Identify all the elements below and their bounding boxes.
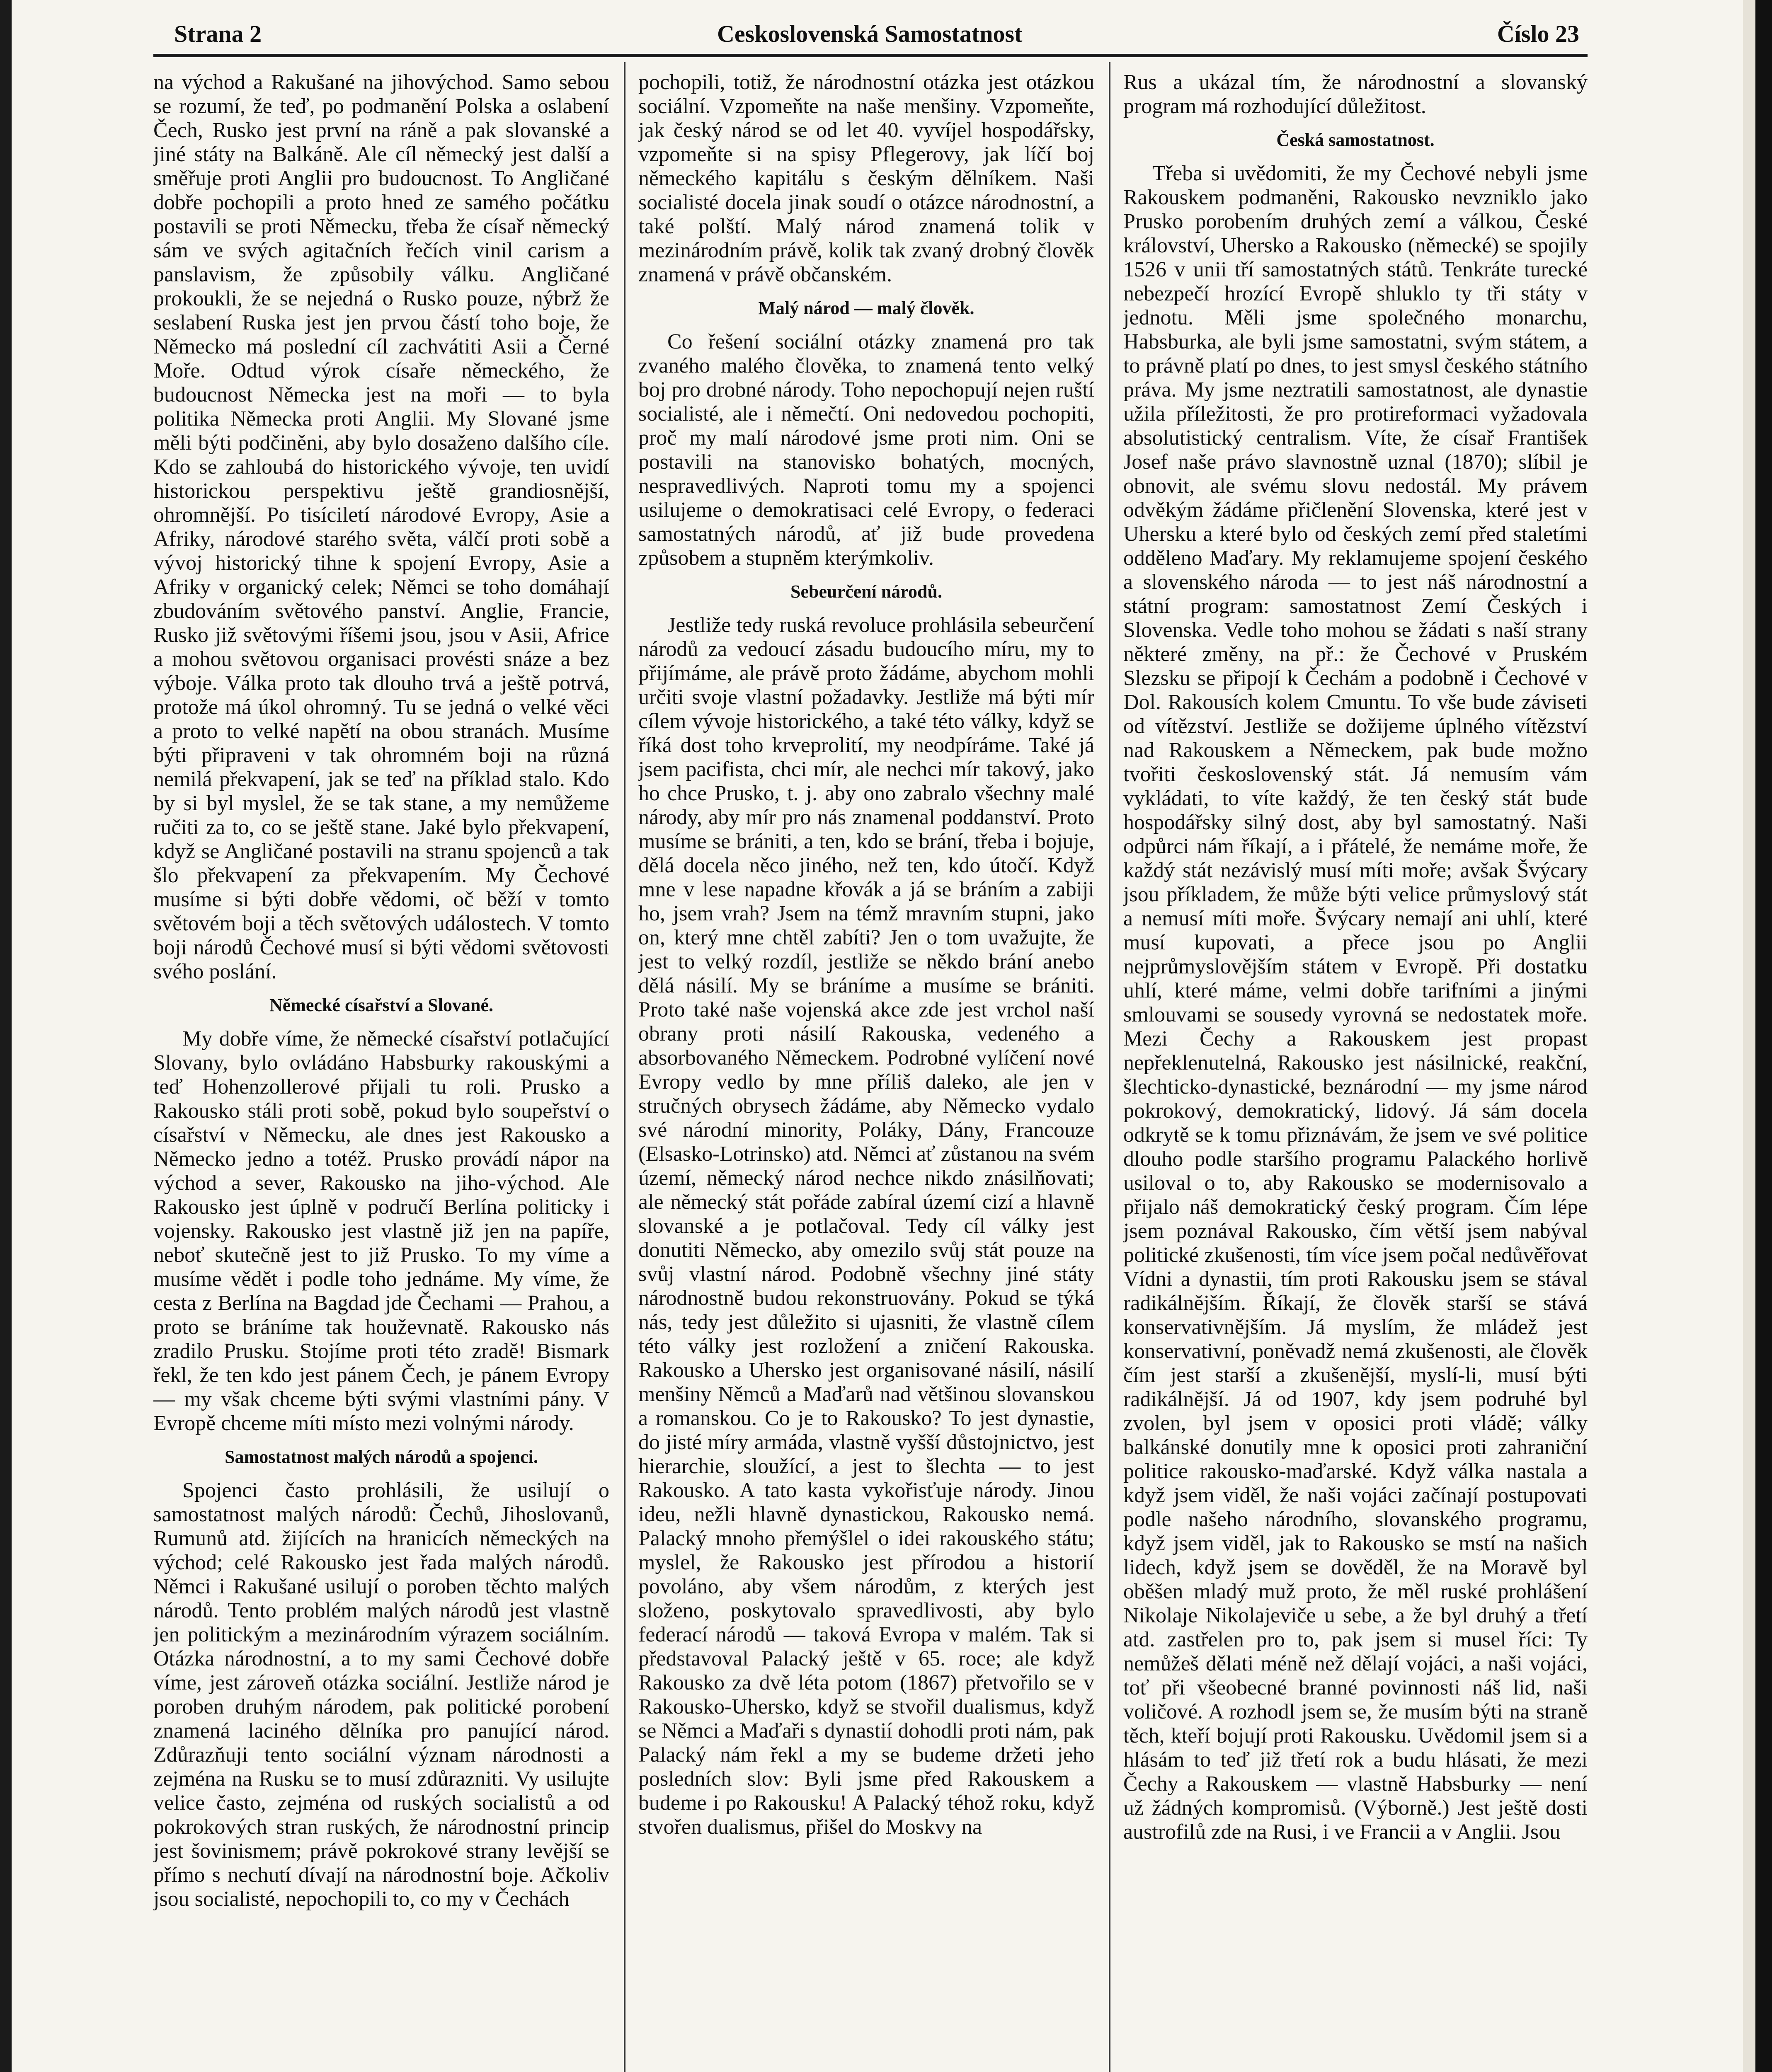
paragraph: Co řešení sociální otázky znamená pro tak zvaného malého člověka, to znamená tento velký boj pro drobné národy. Toho nepochopují nejen ruští socialisté, ale i němečtí. Oni nedovedou pochopiti, proč my malí národové jsme proti nim. Oni se postavili na stanovisko bohatých, mocných, nespravedlivých. Naproti tomu my a spojenci usilujeme o demokratisaci celé Evropy, o federaci samostatných národů, ať již bude provedena způsobem a stupněm kterýmkoliv.: [638, 330, 1094, 570]
section-heading: Sebeurčení národů.: [790, 581, 942, 602]
issue-number: Číslo 23: [1497, 20, 1579, 47]
paragraph: My dobře víme, že německé císařství potlačující Slovany, bylo ovládáno Habsburky rakouskými a teď Hohenzollerové přijali tu roli. Prusko a Rakousko stáli proti sobě, pokud bylo soupeřství o císařství v Německu, ale dnes jest Rakousko a Německo jedno a totéž. Prusko provádí nápor na východ a sever, Rakousko na jiho-východ. Ale Rakousko jest úplně v područí Berlína politicky i vojensky. Rakousko jest vlastně již jen na papíře, neboť skutečně jest to již Prusko. To my víme a musíme vědět i podle toho jednáme. My víme, že cesta z Berlína na Bagdad jde Čechami — Prahou, a proto se bráníme tak houževnatě. Rakousko nás zradilo Prusku. Stojíme proti této zradě! Bismark řekl, že ten kdo jest pánem Čech, je pánem Evropy — my však chceme býti svými vlastními pány. V Evropě chceme míti místo mezi volnými národy.: [153, 1027, 609, 1435]
section-heading: Malý národ — malý člověk.: [758, 298, 974, 318]
paragraph: Spojenci často prohlásili, že usilují o samostatnost malých národů: Čechů, Jihoslovanů, Rumunů atd. žijících na hranicích německých na východ; celé Rakousko jest řada malých národů. Němci i Rakušané usilují o poroben těchto malých národů. Tento problém malých národů jest vlastně jen politickým a mezinárodním výrazem sociálním. Otázka národnostní, a to my sami Čechové dobře víme, jest zároveň otázka sociální. Jestliže národ je poroben druhým národem, pak politické porobení znamená laciného dělníka pro panující národ. Zdůrazňuji tento sociální význam národnosti a zejména na Rusku se to musí zdůrazniti. Vy usilujte velice často, zejména od ruských socialistů a od pokrokových stran ruských, že národnostní princip jest šovinismem; právě pokrokové strany levější se přímo s nechutí dívají na národnostní boje. Ačkoliv jsou socialisté, nepochopili to, co my v Čechách: [153, 1479, 609, 1911]
column-1: [153, 70, 609, 2072]
paragraph: Rus a ukázal tím, že národnostní a slovanský program má rozhodující důležitost.: [1123, 70, 1588, 118]
scan-right-margin: [1743, 0, 1755, 2072]
column-2: [638, 70, 1094, 2072]
section-heading: Německé císařství a Slované.: [269, 995, 494, 1015]
page-number: Strana 2: [174, 20, 262, 47]
paragraph: na východ a Rakušané na jihovýchod. Samo sebou se rozumí, že teď, po podmanění Polska a oslabení Čech, Rusko jest první na ráně a pak slovanské a jiné státy na Balkáně. Ale cíl německý jest další a směřuje proti Anglii pro budoucnost. To Angličané dobře pochopili a proto hned ze samého počátku postavili se proti Německu, třeba že císař německý sám ve svých agitačních řečích vinil carism a panslavism, že způsobily válku. Angličané prokoukli, že se nejedná o Rusko pouze, nýbrž že seslabení Ruska jest jen prvou částí toho boje, že Německo má poslední cíl zachvátiti Asii a Černé Moře. Odtud výrok císaře německého, že budoucnost Německa jest na moři — to byla politika Německa proti Anglii. My Slované jsme měli býti podčiněni, aby bylo dosaženo dalšího cíle. Kdo se zahloubá do historického vývoje, ten uvidí historickou perspektivu ještě grandiosnější, ohromnější. Po tisíciletí národové Evropy, Asie a Afriky, národové starého světa, válčí proti sobě a vývoj historický tihne k spojení Evropy, Asie a Afriky v organický celek; Němci se toho domáhají zbudováním světového panství. Anglie, Francie, Rusko již světovými říšemi jsou, jsou v Asii, Africe a mohou světovou organisaci provésti snáze a bez výboje. Válka proto tak dlouho trvá a ještě potrvá, protože má úkol ohromný. Tu se jedná o velké věci a proto to velké napětí na obou stranách. Musíme býti připraveni v tak ohromném boji na různá nemilá překvapení, jak se teď na příklad stalo. Kdo by si byl myslel, že se tak stane, a my nemůžeme ručiti za to, co se ještě stane. Jaké bylo překvapení, když se Angličané postavili na stranu spojenců a tak šlo překvapení za překvapením. My Čechové musíme si býti dobře vědomi, oč běží v tomto světovém boji a těch světových událostech. V tomto boji národů Čechové musí si býti vědomi světovosti svého poslání.: [153, 70, 609, 983]
paragraph: Třeba si uvědomiti, že my Čechové nebyli jsme Rakouskem podmaněni, Rakousko nevzniklo jako Prusko porobením druhých zemí a válkou, České království, Uhersko a Rakousko (německé) se spojily 1526 v unii tří samostatných států. Tenkráte turecké nebezpečí hrozící Evropě shluklo ty tři státy v jednotu. Měli jsme společného monarchu, Habsburka, ale byli jsme samostatni, svým státem, a to právně platí po dnes, to jest smysl českého státního práva. My jsme neztratili samostatnost, ale dynastie užila příležitosti, že pro protireformaci vyžadovala absolutistický centralism. Víte, že císař František Josef naše právo slavnostně uznal (1870); slíbil je obnovit, ale svému slovu nedostál. My právem odvěkým žádáme přičlenění Slovenska, které jest v Uhersku a které bylo od českých zemí před staletími odděleno Maďary. My reklamujeme spojení českého a slovenského národa — to jest náš národnostní a státní program: samostatnost Zemí Českých i Slovenska. Vedle toho mohou se žádati s naší strany některé změny, na př.: že Čechové v Pruském Slezsku se připojí k Čechám a podobně i Čechové v Dol. Rakousích kolem Cmuntu. To vše bude záviseti od vítězství. Jestliže se dožijeme úplného vítězství nad Rakouskem a Německem, pak bude možno tvořiti československý stát. Já nemusím vám vykládati, to víte každý, že ten český stát bude hospodářsky silný dost, aby byl samostatný. Naši odpůrci nám říkají, a i přátelé, že nemáme moře, že každý stát nezávislý musí míti moře; avšak Švýcary jsou příkladem, že může býti velice průmyslový stát a nemusí míti moře. Švýcary nemají ani uhlí, které musí kupovati, a přece jsou po Anglii nejprůmyslovějším státem v Evropě. Při dostatku uhlí, které máme, velmi dobře tarifními a jinými smlouvami se sousedy vyrovná se nedostatek moře. Mezi Čechy a Rakouskem jest propast nepřeklenutelná, Rakousko jest násilnické, reakční, šlechticko-dynastické, beznárodní — my jsme národ pokrokový, demokratický, lidový. Já sám docela odkrytě se k tomu přiznávám, že jsem ve své politice dlouho podle staršího programu Palackého horlivě usiloval o to, aby Rakousko se modernisovalo a přijalo náš demokratický český program. Čím lépe jsem poznával Rakousko, čím větší jsem nabýval politické zkušenosti, tím více jsem počal nedůvěřovat Vídni a dynastii, tím proti Rakousku jsem se stával radikálnějším. Říkají, že člověk starší se stává konservativnějším. Já myslím, že mládež jest konservativní, poněvadž nemá zkušenosti, ale člověk čím jest starší a zkušenější, myslí-li, musí býti radikálnější. Já od 1907, kdy jsem podruhé byl zvolen, byl jsem v oposici proti vládě; války balkánské donutily mne k oposici proti zahraniční politice rakousko-maďarské. Když válka nastala a když jsem viděl, že naši vojáci začínají postupovati podle našeho národního, slovanského programu, když jsem viděl, jak to Rakousko se mstí na našich lidech, když jsem se dověděl, že na Moravě byl oběšen mladý muž proto, že měl ruské prohlášení Nikolaje Nikolajeviče u sebe, a že byl druhý a třetí atd. zastřelen pro to, pak jsem si musel říci: Ty nemůžeš dělati méně než dělají vojáci, a naši vojáci, toť při všeobecné branné povinnosti náš lid, naši voličové. A rozhodl jsem se, že musím býti na straně těch, kteří bojují proti Rakousku. Uvědomil jsem si a hlásám to teď již třetí rok a budu hlásati, že mezi Čechy a Rakouskem — vlastně Habsburky — není už žádných kompromisů. (Výborně.) Jest ještě dosti austrofilů zde na Rusi, i ve Francii a v Anglii. Jsou: [1123, 162, 1588, 1844]
column-rule-1: [624, 62, 625, 2072]
column-rule-2: [1109, 62, 1110, 2072]
section-heading: Česká samostatnost.: [1276, 130, 1435, 150]
scan-left-edge: [0, 0, 12, 2072]
paragraph: Jestliže tedy ruská revoluce prohlásila sebeurčení národů za vedoucí zásadu budoucího míru, my to přijímáme, ale právě proto žádáme, abychom mohli určiti svoje vlastní požadavky. Jestliže má býti mír cílem vývoje historického, a také této války, když se říká dost toho krveprolití, my neodpíráme. Také já jsem pacifista, chci mír, ale nechci mír takový, jako ho chce Prusko, t. j. aby ono zabralo všechny malé národy, aby mír pro nás znamenal poddanství. Proto musíme se brániti, a ten, kdo se brání, třeba i bojuje, dělá docela něco jiného, než ten, kdo útočí. Když mne v lese napadne křovák a já se bráním a zabiji ho, jsem vrah? Jsem na témž mravním stupni, jako on, který mne chtěl zabíti? Jen o tom uvažujte, že jest to velký rozdíl, jestliže se někdo brání anebo dělá násilí. My se bráníme a musíme se brániti. Proto také naše vojenská akce zde jest vrchol naší obrany proti násilí Rakouska, vedeného a absorbovaného Německem. Podrobné vylíčení nové Evropy vedlo by mne příliš daleko, ale jen v stručných obrysech žádáme, aby Německo vydalo své národní minority, Poláky, Dány, Francouze (Elsasko-Lotrinsko) atd. Němci ať zůstanou na svém území, německý národ nechce nikdo znásilňovati; ale německý stát pořáde zabíral území cizí a hlavně slovanské a je potlačoval. Tedy cíl války jest donutiti Německo, aby omezilo svůj stát pouze na svůj vlastní národ. Podobně všechny jiné státy národnostně budou rekonstruovány. Pokud se týká nás, tedy jest důležito si ujasniti, že vlastně cílem této války jest rozložení a zničení Rakouska. Rakousko a Uhersko jest organisované násilí, násilí menšiny Němců a Maďarů nad většinou slovanskou a romanskou. Co je to Rakousko? To jest dynastie, do jisté míry armáda, vlastně vyšší důstojnictvo, jest hierarchie, sloužící, a jest to šlechta — to jest Rakousko. A tato kasta vykořisťuje národy. Jinou ideu, nežli hlavně dynastickou, Rakousko nemá. Palacký mnoho přemýšlel o idei rakouského státu; myslel, že Rakousko jest přírodou a historií povoláno, aby všem národům, z kterých jest složeno, poskytovalo spravedlivosti, aby bylo federací národů — taková Evropa v malém. Tak si představoval Palacký ještě v 65. roce; ale když Rakousko za dvě léta potom (1867) přetvořilo se v Rakousko-Uhersko, když se stvořil dualismus, když se Němci a Maďaři s dynastií dohodli proti nám, pak Palacký nám řekl a my se budeme držeti jeho posledních slov: Byli jsme před Rakouskem a budeme i po Rakousku! A Palacký téhož roku, když stvořen dualismus, přišel do Moskvy na: [638, 613, 1094, 1839]
paragraph: pochopili, totiž, že národnostní otázka jest otázkou sociální. Vzpomeňte na naše menšiny. Vzpomeňte, jak český národ se od let 40. vyvíjel hospodářsky, vzpomeňte si na spisy Pflegerovy, jak líčí boj německého kapitálu s českým dělníkem. Naši socialisté docela jinak soudí o otázce národnostní, a také polští. Malý národ znamená tolik v mezinárodním právě, kolik tak zvaný drobný člověk znamená v právě občanském.: [638, 70, 1094, 286]
column-3: [1123, 70, 1588, 2072]
newspaper-title: Ceskoslovenská Samostatnost: [717, 20, 1023, 47]
header-rule: [153, 54, 1588, 57]
scan-right-edge: [1755, 0, 1772, 2072]
section-heading: Samostatnost malých národů a spojenci.: [225, 1447, 538, 1467]
